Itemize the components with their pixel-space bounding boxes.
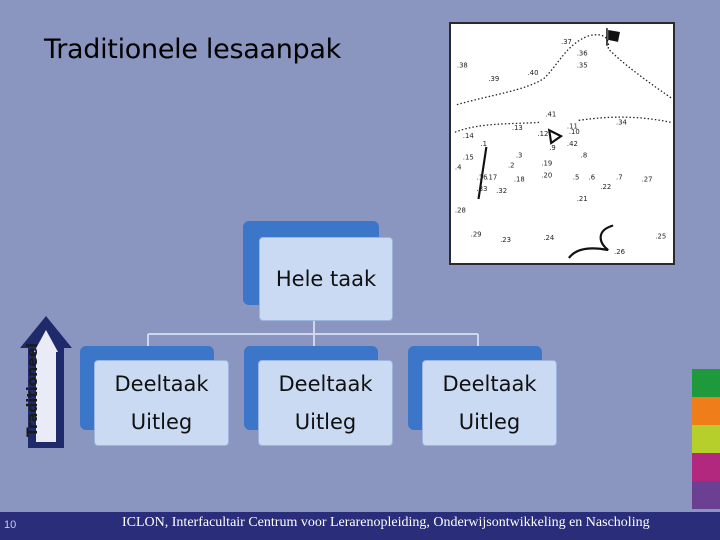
dot-number: .12 [537, 130, 549, 139]
dot-number: .38 [456, 61, 468, 70]
color-block-green [692, 369, 720, 397]
node-deeltaak-1-line1: Deeltaak [114, 372, 209, 396]
dot-number: .5 [572, 173, 580, 182]
node-hele-taak-label: Hele taak [275, 267, 377, 291]
dot-number: .21 [576, 194, 588, 203]
dot-number: .1 [480, 139, 488, 148]
page-number: 10 [4, 519, 17, 531]
dot-number: .28 [454, 206, 466, 215]
dot-number: .32 [496, 187, 508, 196]
dot-number: .20 [541, 171, 553, 180]
dot-number: .22 [600, 183, 612, 192]
dot-number: .17 [486, 173, 498, 182]
dot-number: .13 [511, 124, 523, 133]
dot-number: .24 [543, 234, 555, 243]
color-block-magenta [692, 453, 720, 481]
dot-number: .34 [616, 118, 627, 127]
dot-number: .25 [655, 232, 667, 241]
dot-number: .10 [568, 128, 580, 137]
node-hele-taak [243, 221, 393, 325]
dot-number: .6 [588, 173, 596, 182]
dot-number: .9 [549, 143, 556, 152]
color-block-orange [692, 397, 720, 425]
traditioneel-label: Traditioneel [25, 342, 41, 438]
dot-number: .37 [561, 37, 572, 46]
dot-number: .36 [576, 49, 588, 58]
color-strip [692, 369, 720, 509]
dot-number: .2 [507, 161, 515, 170]
node-deeltaak-1 [80, 346, 230, 448]
dot-number: .4 [454, 163, 462, 172]
connect-the-dots-image [449, 22, 675, 265]
dot-number: .35 [576, 61, 588, 70]
footer-text: ICLON, Interfacultair Centrum voor Lerarenopleiding, Onderwijsontwikkeling en Nascholing [122, 515, 650, 530]
dot-number: .26 [614, 248, 625, 257]
node-deeltaak-3-line2: Uitleg [458, 410, 521, 434]
dot-number: .29 [470, 230, 482, 239]
slide-title: Traditionele lesaanpak [44, 34, 341, 65]
dot-number: .11 [566, 122, 578, 131]
dot-number: .15 [462, 153, 474, 162]
dot-number: .18 [513, 175, 525, 184]
dot-number: .23 [500, 236, 512, 245]
node-deeltaak-2-line1: Deeltaak [278, 372, 373, 396]
dot-number: .33 [476, 185, 488, 194]
dot-number: .42 [566, 139, 578, 148]
color-block-lime [692, 425, 720, 453]
node-deeltaak-1-line2: Uitleg [130, 410, 193, 434]
dot-number: .40 [527, 69, 539, 78]
dot-number: .39 [488, 75, 500, 84]
node-deeltaak-3-line1: Deeltaak [442, 372, 537, 396]
dot-number: .7 [616, 173, 623, 182]
dot-number: .27 [641, 175, 653, 184]
dot-number: .8 [580, 151, 588, 160]
traditioneel-label-wrap [23, 340, 43, 440]
node-deeltaak-2 [244, 346, 394, 448]
dot-number: .19 [541, 159, 553, 168]
color-block-purple [692, 481, 720, 509]
dot-number: .3 [515, 151, 523, 160]
node-deeltaak-3 [408, 346, 558, 448]
dot-number: .14 [462, 132, 474, 141]
connect-the-dots-drawing [451, 24, 673, 263]
dot-number: .16 [476, 173, 488, 182]
dot-number: .41 [545, 110, 557, 119]
node-deeltaak-2-line2: Uitleg [294, 410, 357, 434]
